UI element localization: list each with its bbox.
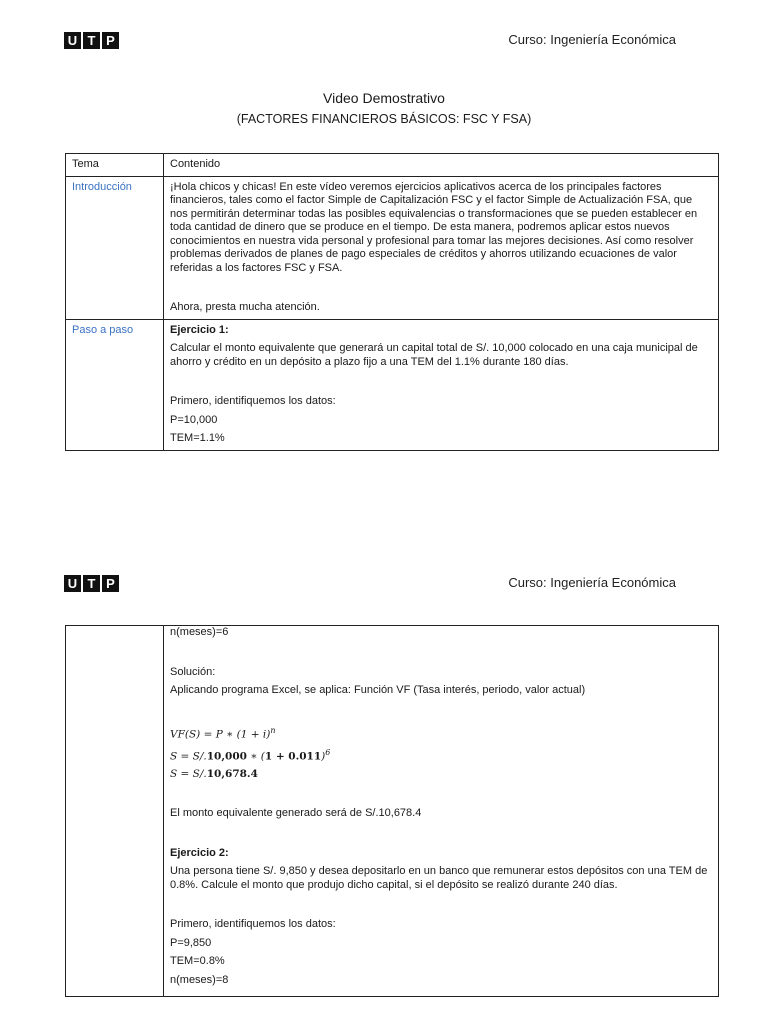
dato-tem-1: TEM=1.1% [170, 432, 225, 444]
utp-logo-2 [64, 575, 119, 592]
dato-n-1: n(meses)=6 [170, 626, 229, 638]
table-row-continuation [66, 626, 719, 997]
ejercicio-2-text: Una persona tiene S/. 9,850 y desea depositarlo en un banco que remunerar estos depósitos con una TEM de 0.8%. Calcule el monto que produjo dicho capital, si el depósito se realizó durante 240 días. [170, 865, 708, 891]
datos-intro-2: Primero, identifiquemos los datos: [170, 918, 336, 930]
formula-result: S = S/.10,678.4 [170, 767, 258, 780]
logo-letter-t: T [83, 575, 100, 592]
dato-n-2: n(meses)=8 [170, 973, 229, 986]
excel-text: Aplicando programa Excel, se aplica: Función VF (Tasa interés, periodo, valor actual) [170, 684, 586, 696]
logo-letter-u: U [64, 575, 81, 592]
header-contenido: Contenido [164, 154, 719, 177]
course-title: Curso: Ingeniería Económica [508, 32, 676, 47]
table-row-paso [66, 319, 719, 450]
dato-p-2: P=9,850 [170, 936, 212, 949]
course-title-2: Curso: Ingeniería Económica [508, 575, 676, 590]
datos-intro-1: Primero, identifiquemos los datos: [170, 395, 336, 407]
document-subtitle: (FACTORES FINANCIEROS BÁSICOS: FSC Y FSA) [236, 112, 532, 126]
empty-left-cell [66, 626, 164, 997]
document-title-block [0, 90, 768, 126]
label-paso-a-paso: Paso a paso [66, 319, 164, 450]
ejercicio-1-title: Ejercicio 1: [170, 323, 229, 336]
ejercicio-1-text: Calcular el monto equivalente que generará un capital total de S/. 10,000 colocado en una caja municipal de ahorro y crédito en un depósito a plazo fijo a una TEM del 1.1% durante 180 días. [170, 342, 698, 368]
paso-content [164, 319, 719, 450]
logo-letter-p: P [102, 32, 119, 49]
continuation-content [164, 626, 719, 997]
logo-letter-t: T [83, 32, 100, 49]
table-row-intro [66, 176, 719, 319]
page-header-1 [0, 32, 768, 56]
page-header-2 [0, 575, 768, 599]
dato-p-1: P=10,000 [170, 413, 218, 426]
solucion-label: Solución: [170, 665, 216, 678]
formula-substitution: S = S/.10,000 ∗ $(1 + 0.011)^6$ [170, 747, 331, 762]
formula-vf: VF(S) = P ∗ $(1 + i)^n$ [170, 725, 276, 740]
logo-letter-u: U [64, 32, 81, 49]
content-table-2 [65, 625, 719, 997]
ejercicio-2-title: Ejercicio 2: [170, 846, 229, 859]
table-header-row [66, 154, 719, 177]
logo-letter-p: P [102, 575, 119, 592]
document-title: Video Demostrativo [323, 90, 445, 106]
intro-text: ¡Hola chicos y chicas! En este vídeo veremos ejercicios aplicativos acerca de los principales factores financieros, tales como el factor Simple de Capitalización FSC y el factor Simple de Actualización FSA, que nos permitirán determinar todas las posibles equivalencias o transformaciones que se pueden establecer en toda cantidad de dinero que se produce en el tiempo. De esta manera, podremos aplicar estos nuevos conocimientos en nuestra vida personal y profesional para tomar las mejores decisiones. Así como resolver problemas derivados de planes de pago especiales de créditos y ahorros utilizando ecuaciones de valor referidas a los factores FSC y FSA. [170, 180, 698, 274]
intro-content [164, 176, 719, 319]
attention-text: Ahora, presta mucha atención. [170, 301, 320, 313]
utp-logo [64, 32, 119, 49]
label-introduccion: Introducción [66, 176, 164, 319]
result-text: El monto equivalente generado será de S/.10,678.4 [170, 807, 422, 819]
dato-tem-2: TEM=0.8% [170, 955, 225, 967]
header-tema: Tema [66, 154, 164, 177]
content-table-1 [65, 153, 719, 451]
